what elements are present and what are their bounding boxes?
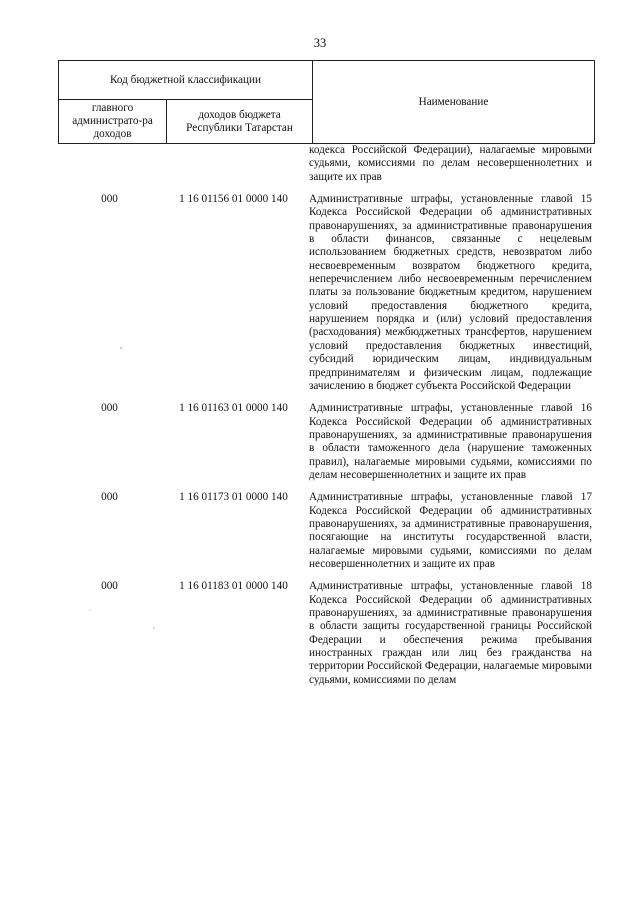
table-row xyxy=(58,402,595,482)
continuation-text: кодекса Российской Федерации), налагаемые мировыми судьями, комиссиями по делам несовершеннолетних и защите их прав xyxy=(309,144,592,183)
table-row xyxy=(58,491,595,571)
budget-income-column-header: доходов бюджета Республики Татарстан xyxy=(167,100,313,144)
budget-code-cell: 1 16 01173 01 0000 140 xyxy=(179,491,288,504)
table-body xyxy=(58,144,595,687)
table-row xyxy=(58,580,595,687)
admin-code-cell: 000 xyxy=(101,491,118,504)
chief-administrator-column-header: главного администрато-ра доходов xyxy=(59,100,167,144)
budget-classification-code-header: Код бюджетной классификации xyxy=(59,61,313,100)
admin-code-cell: 000 xyxy=(101,193,118,206)
description-cell: Административные штрафы, установленные главой 17 Кодекса Российской Федерации об административных правонарушениях, за административные правонарушения, посягающие на институты государственной власти, налагаемые мировыми судьями, комиссиями по делам несовершеннолетних и защите их прав xyxy=(309,491,592,570)
table-row xyxy=(58,193,595,393)
budget-code-cell: 1 16 01156 01 0000 140 xyxy=(179,193,288,206)
admin-code-cell: 000 xyxy=(101,402,118,415)
description-cell: Административные штрафы, установленные главой 15 Кодекса Российской Федерации об административных правонарушениях, за административные правонарушения в области финансов, связанные с нецелевым использованием бюджетных средств, невозвратом либо несвоевременным возвратом бюджетного кредита, неперечислением либо несвоевременным перечислением платы за пользование бюджетным кредитом, нарушением условий предоставления бюджетного кредита, нарушением порядка и (или) условий предоставления (расходования) межбюджетных трансфертов, нарушением условий предоставления бюджетных инвестиций, субсидий юридическим лицам, индивидуальным предпринимателям и физическим лицам, подлежащие зачислению в бюджет субъекта Российской Федерации xyxy=(309,193,592,392)
description-cell: Административные штрафы, установленные главой 16 Кодекса Российской Федерации об административных правонарушениях, за административные правонарушения в области таможенного дела (нарушение таможенных правил), налагаемые мировыми судьями, комиссиями по делам несовершеннолетних и защите их прав xyxy=(309,402,592,481)
budget-code-cell: 1 16 01183 01 0000 140 xyxy=(179,580,288,593)
admin-code-cell: 000 xyxy=(101,580,118,593)
table-header xyxy=(58,60,595,144)
name-column-header: Наименование xyxy=(313,61,595,144)
description-cell: Административные штрафы, установленные главой 18 Кодекса Российской Федерации об административных правонарушениях, за административные правонарушения в области защиты государственной границы Российской Федерации и обеспечения режима пребывания иностранных граждан или лиц без гражданства на территории Российской Федерации, налагаемые мировыми судьями, комиссиями по делам xyxy=(309,580,592,686)
budget-code-cell: 1 16 01163 01 0000 140 xyxy=(179,402,288,415)
continuation-row xyxy=(58,144,595,184)
page-number: 33 xyxy=(313,36,327,50)
